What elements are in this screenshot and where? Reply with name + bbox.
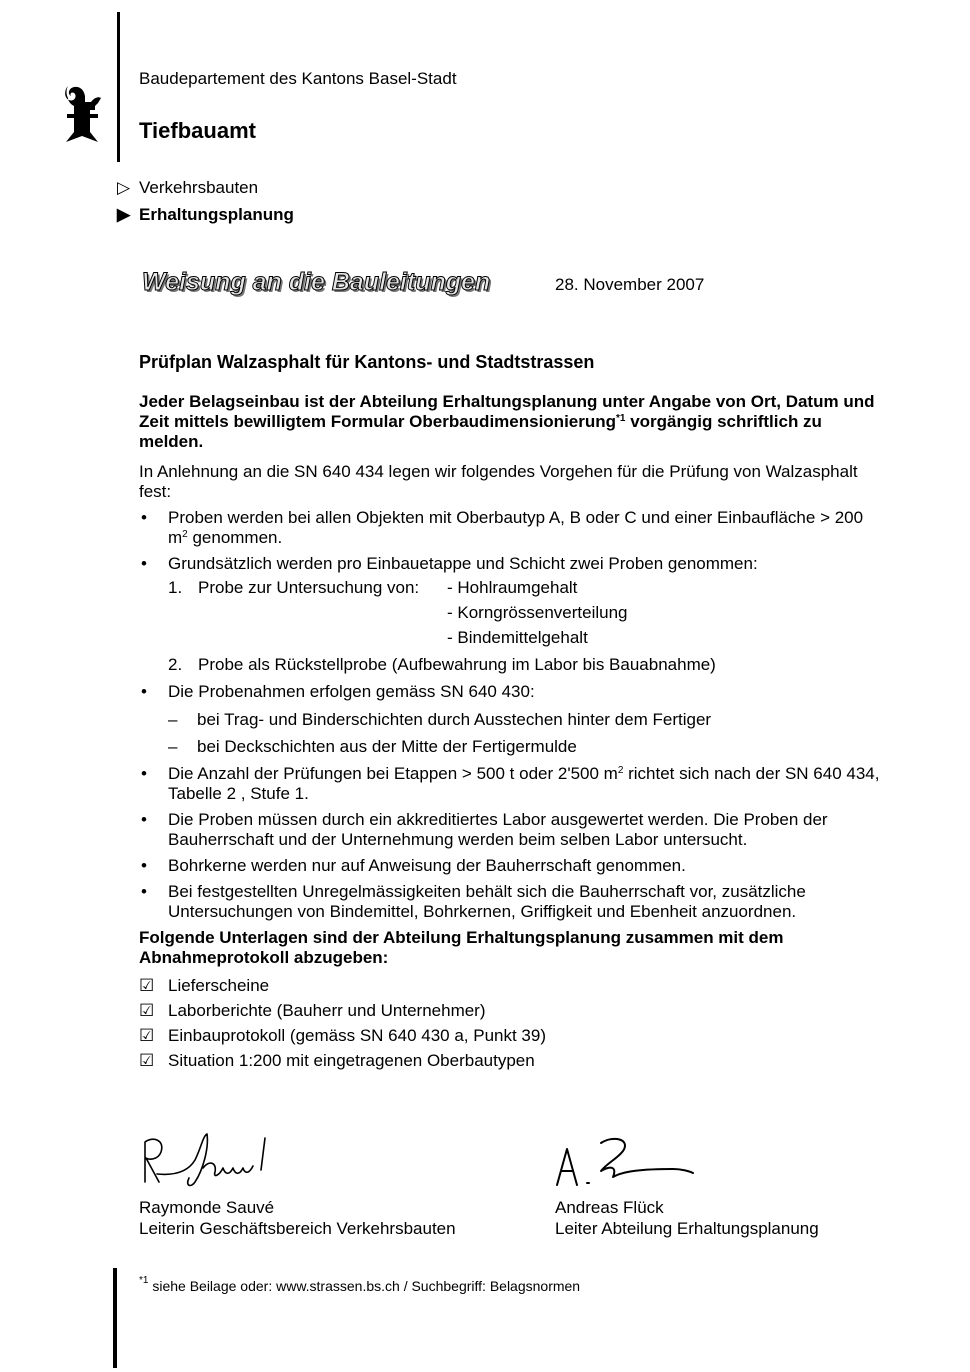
- footnote-text: siehe Beilage oder: www.strassen.bs.ch / Suchbegriff: Belagsnormen: [148, 1278, 581, 1294]
- bullet-item: • Die Proben müssen durch ein akkreditiertes Labor ausgewertet werden. Die Proben der Bauherrschaft und der Unternehmung werden beim selben Labor untersucht.: [139, 810, 884, 850]
- checklist-item: ☑ Situation 1:200 mit eingetragenen Oberbautypen: [139, 1051, 884, 1076]
- checkbox-checked-icon: ☑: [139, 1026, 155, 1045]
- department-name: Baudepartement des Kantons Basel-Stadt: [139, 69, 457, 88]
- office-name: Tiefbauamt: [139, 118, 256, 143]
- dash-item: – bei Deckschichten aus der Mitte der Fertigermulde: [168, 737, 577, 756]
- intro-paragraph: In Anlehnung an die SN 640 434 legen wir folgendes Vorgehen für die Prüfung von Walzasphalt fest:: [139, 462, 858, 501]
- numbered-item: 1. Probe zur Untersuchung von: - Hohlraumgehalt: [168, 578, 578, 597]
- bullet-item: • Grundsätzlich werden pro Einbauetappe und Schicht zwei Proben genommen:: [139, 554, 884, 574]
- footnote-marker: *1: [139, 1275, 149, 1286]
- lead-paragraph: Jeder Belagseinbau ist der Abteilung Erhaltungsplanung unter Angabe von Ort, Datum und Zeit mittels bewilligtem Formular Oberbaudimensionierung$^{*1}$ vorgängig schriftlich zu melden.: [139, 392, 875, 451]
- document-title: Weisung an die Bauleitungen: [142, 268, 491, 296]
- nav-label: Erhaltungsplanung: [139, 205, 294, 224]
- bullet-item: • Proben werden bei allen Objekten mit Oberbautyp A, B oder C und einer Einbaufläche > 200 $m^2$ genommen.: [139, 508, 884, 548]
- bullet-item: • Bohrkerne werden nur auf Anweisung der Bauherrschaft genommen.: [139, 856, 884, 876]
- signatory-role: Leiter Abteilung Erhaltungsplanung: [555, 1219, 819, 1238]
- checkbox-checked-icon: ☑: [139, 1001, 155, 1020]
- section-heading: Prüfplan Walzasphalt für Kantons- und Stadtstrassen: [139, 352, 595, 372]
- footnote: [139, 1275, 581, 1294]
- checkbox-checked-icon: ☑: [139, 1051, 155, 1070]
- document-date: 28. November 2007: [555, 275, 705, 294]
- signature-flueck: [553, 1135, 698, 1190]
- triangle-filled-icon: ▶: [117, 205, 131, 224]
- signatory-role: Leiterin Geschäftsbereich Verkehrsbauten: [139, 1219, 456, 1238]
- header-rule: [117, 12, 120, 162]
- footer-rule: [113, 1268, 117, 1368]
- numbered-subitem: - Bindemittelgehalt: [447, 628, 588, 647]
- nav-item-erhaltungsplanung: [117, 205, 294, 225]
- checklist-item: ☑ Laborberichte (Bauherr und Unternehmer): [139, 1001, 884, 1026]
- documents-heading: Folgende Unterlagen sind der Abteilung Erhaltungsplanung zusammen mit dem Abnahmeprotokoll abzugeben:: [139, 928, 784, 967]
- numbered-item: 2. Probe als Rückstellprobe (Aufbewahrung im Labor bis Bauabnahme): [168, 655, 716, 674]
- signatory-name: Andreas Flück: [555, 1198, 664, 1217]
- signatory-1: [139, 1197, 456, 1239]
- checklist-item: ☑ Einbauprotokoll (gemäss SN 640 430 a, Punkt 39): [139, 1026, 884, 1051]
- dash-item: – bei Trag- und Binderschichten durch Ausstechen hinter dem Fertiger: [168, 710, 712, 729]
- numbered-subitem: - Korngrössenverteilung: [447, 603, 628, 622]
- signatory-name: Raymonde Sauvé: [139, 1198, 275, 1217]
- bullet-item: • Die Anzahl der Prüfungen bei Etappen > 500 t oder 2'500 $m^2$ richtet sich nach der SN 640 434, Tabelle 2 , Stufe 1.: [139, 764, 884, 804]
- signatory-2: [555, 1197, 819, 1239]
- footnote-ref: *1: [616, 413, 626, 424]
- document-body: [139, 352, 884, 1076]
- checklist-item: ☑ Lieferscheine: [139, 976, 884, 1001]
- checkbox-checked-icon: ☑: [139, 976, 155, 995]
- triangle-outline-icon: ▷: [117, 178, 131, 197]
- nav-label: Verkehrsbauten: [139, 178, 259, 197]
- nav-item-verkehrsbauten: [117, 178, 258, 198]
- signature-sauve: [137, 1130, 287, 1190]
- basel-staff-logo-icon: [60, 84, 104, 148]
- bullet-item: • Bei festgestellten Unregelmässigkeiten behält sich die Bauherrschaft vor, zusätzliche Untersuchungen von Bindemittel, Bohrkernen, Griffigkeit und Ebenheit anzuordnen.: [139, 882, 884, 922]
- bullet-item: • Die Probenahmen erfolgen gemäss SN 640 430:: [139, 682, 884, 702]
